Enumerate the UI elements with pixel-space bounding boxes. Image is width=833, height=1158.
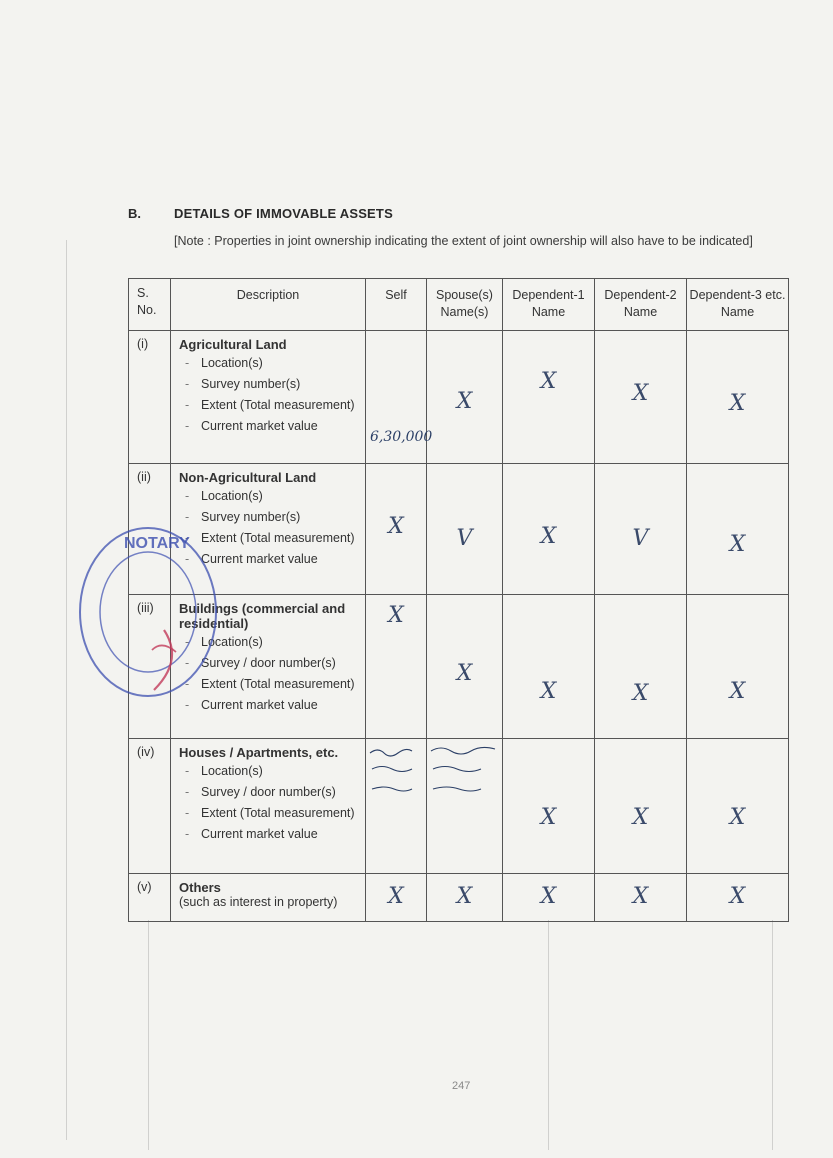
cell-self bbox=[366, 739, 427, 874]
row-description bbox=[171, 739, 366, 874]
dep2-mark: X bbox=[632, 884, 649, 909]
dep2-mark: V bbox=[632, 526, 649, 551]
cell-spouse bbox=[427, 739, 503, 874]
header-dependent-3: Dependent-3 etc. Name bbox=[687, 279, 789, 331]
dep2-mark: X bbox=[632, 381, 649, 406]
item-market-value: - Current market value bbox=[179, 697, 359, 713]
self-value: 6,30,000 bbox=[370, 429, 433, 445]
item-market-value: - Current market value bbox=[179, 826, 359, 842]
cell-self bbox=[366, 464, 427, 595]
cell-dep3 bbox=[687, 331, 789, 464]
item-location: - Location(s) bbox=[179, 355, 359, 371]
cell-dep2 bbox=[595, 874, 687, 922]
row-sno: (iii) bbox=[129, 595, 171, 739]
cell-dep3 bbox=[687, 739, 789, 874]
dep3-mark: X bbox=[729, 391, 746, 416]
dep2-mark: X bbox=[632, 681, 649, 706]
item-survey: - Survey number(s) bbox=[179, 509, 359, 525]
row-category-note: (such as interest in property) bbox=[179, 895, 338, 909]
cell-spouse bbox=[427, 874, 503, 922]
self-mark: X bbox=[388, 603, 404, 628]
spouse-mark: V bbox=[456, 526, 473, 551]
cell-self bbox=[366, 331, 433, 464]
dep1-mark: X bbox=[540, 884, 557, 909]
dep1-mark: X bbox=[540, 369, 557, 394]
item-extent: - Extent (Total measurement) bbox=[179, 397, 359, 413]
dep3-mark: X bbox=[729, 884, 746, 909]
table-row bbox=[129, 739, 789, 874]
row-category: Buildings (commercial and residential) bbox=[179, 601, 346, 631]
item-market-value: - Current market value bbox=[179, 418, 359, 434]
cell-dep3 bbox=[687, 874, 789, 922]
spouse-mark: X bbox=[456, 661, 473, 686]
item-extent: - Extent (Total measurement) bbox=[179, 530, 359, 546]
row-sno: (v) bbox=[129, 874, 171, 922]
item-survey: - Survey number(s) bbox=[179, 376, 359, 392]
dep3-mark: X bbox=[729, 532, 746, 557]
dep2-mark: X bbox=[632, 805, 649, 830]
header-spouse: Spouse(s) Name(s) bbox=[427, 279, 503, 331]
row-sno: (i) bbox=[129, 331, 171, 464]
cell-dep2 bbox=[595, 464, 687, 595]
item-extent: - Extent (Total measurement) bbox=[179, 676, 359, 692]
page-number: 247 bbox=[452, 1080, 471, 1092]
header-sno: S. No. bbox=[129, 279, 171, 331]
cell-dep1 bbox=[503, 595, 595, 739]
dep3-mark: X bbox=[729, 679, 746, 704]
handwritten-note bbox=[366, 743, 426, 803]
cell-dep3 bbox=[687, 464, 789, 595]
cell-dep3 bbox=[687, 595, 789, 739]
cell-dep2 bbox=[595, 739, 687, 874]
item-location: - Location(s) bbox=[179, 763, 359, 779]
cell-self bbox=[366, 874, 427, 922]
table-row bbox=[129, 331, 789, 464]
cell-dep1 bbox=[503, 331, 595, 464]
self-mark: X bbox=[388, 514, 404, 539]
dep3-mark: X bbox=[729, 805, 746, 830]
notary-stamp bbox=[64, 520, 234, 720]
header-dependent-2: Dependent-2 Name bbox=[595, 279, 687, 331]
cell-spouse bbox=[427, 595, 503, 739]
row-category: Agricultural Land bbox=[179, 337, 287, 352]
header-self: Self bbox=[366, 279, 427, 331]
item-extent: - Extent (Total measurement) bbox=[179, 805, 359, 821]
scan-line bbox=[548, 920, 549, 1150]
cell-spouse bbox=[427, 331, 503, 464]
cell-spouse bbox=[427, 464, 503, 595]
row-description bbox=[171, 874, 366, 922]
row-sno: (iv) bbox=[129, 739, 171, 874]
section-title: DETAILS OF IMMOVABLE ASSETS bbox=[174, 206, 393, 221]
spouse-mark: X bbox=[456, 389, 473, 414]
row-category: Others bbox=[179, 880, 221, 895]
section-note: [Note : Properties in joint ownership indicating the extent of joint ownership will also have to be indicated] bbox=[174, 234, 753, 248]
spouse-mark: X bbox=[456, 884, 473, 909]
item-location: - Location(s) bbox=[179, 634, 359, 650]
cell-dep2 bbox=[595, 595, 687, 739]
row-sno: (ii) bbox=[129, 464, 171, 595]
dep1-mark: X bbox=[540, 524, 557, 549]
handwritten-note bbox=[427, 743, 503, 803]
item-survey: - Survey / door number(s) bbox=[179, 784, 359, 800]
item-location: - Location(s) bbox=[179, 488, 359, 504]
scan-line bbox=[148, 920, 149, 1150]
row-category: Houses / Apartments, etc. bbox=[179, 745, 339, 760]
cell-dep1 bbox=[503, 874, 595, 922]
table-header-row bbox=[129, 279, 789, 331]
table-row bbox=[129, 874, 789, 922]
row-description bbox=[171, 331, 366, 464]
item-survey: - Survey / door number(s) bbox=[179, 655, 359, 671]
item-market-value: - Current market value bbox=[179, 551, 359, 567]
dep1-mark: X bbox=[540, 679, 557, 704]
cell-dep2 bbox=[595, 331, 687, 464]
cell-self bbox=[366, 595, 427, 739]
section-letter: B. bbox=[128, 206, 141, 221]
header-description: Description bbox=[171, 279, 366, 331]
stamp-text: NOTARY bbox=[124, 535, 190, 552]
row-category: Non-Agricultural Land bbox=[179, 470, 317, 485]
cell-dep1 bbox=[503, 464, 595, 595]
cell-dep1 bbox=[503, 739, 595, 874]
scan-line bbox=[772, 920, 773, 1150]
header-dependent-1: Dependent-1 Name bbox=[503, 279, 595, 331]
dep1-mark: X bbox=[540, 805, 557, 830]
self-mark: X bbox=[388, 884, 404, 909]
